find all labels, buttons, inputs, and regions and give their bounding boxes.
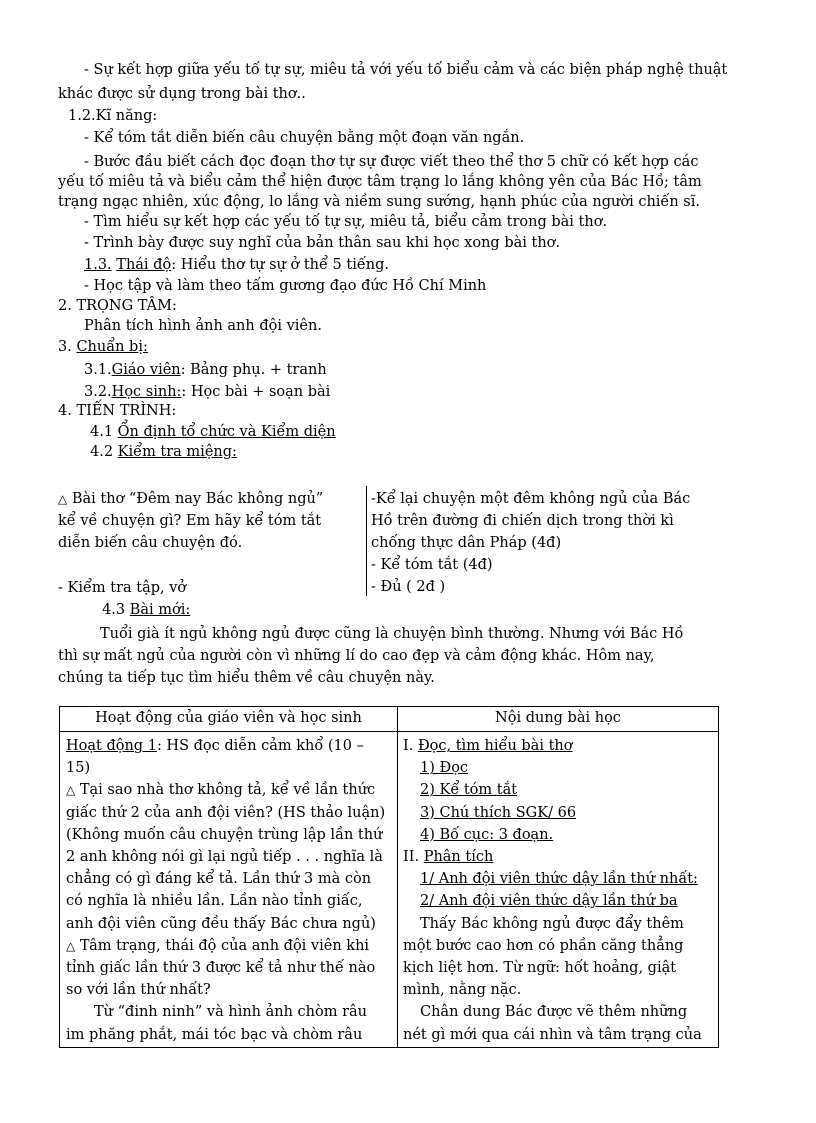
table-column-divider <box>397 707 398 1047</box>
skills-heading: 1.2.Kĩ năng: <box>68 108 158 124</box>
attitude-line <box>84 255 389 275</box>
activity-question <box>66 935 392 957</box>
prep-student-label: Học sinh: <box>111 384 182 400</box>
activity-line: Tâm trạng, thái độ của anh đội viên khi <box>79 937 370 954</box>
oral-question-l3: diễn biến câu chuyện đó. <box>58 535 243 551</box>
prep-student <box>84 382 330 402</box>
prep-teacher-num: 3.1. <box>84 362 112 378</box>
attitude-text: : Hiểu thơ tự sự ở thể 5 tiếng. <box>171 257 390 273</box>
process-4-1-num: 4.1 <box>90 424 114 440</box>
activity-line: tỉnh giấc lần thứ 3 được kể tả như thế nào <box>66 960 376 977</box>
activity-line: im phăng phắt, mái tóc bạc và chòm râu <box>66 1026 363 1043</box>
oral-answer-l4: - Kể tóm tắt (4đ) <box>371 557 493 573</box>
skill-item: - Trình bày được suy nghĩ của bản thân sau khi học xong bài thơ. <box>84 235 560 251</box>
attitude-item: - Học tập và làm theo tấm gương đạo đức Hồ Chí Minh <box>84 278 487 294</box>
prep-student-num: 3.2. <box>84 384 112 400</box>
content-heading: Phân tích <box>423 849 494 866</box>
prep-student-text: : Học bài + soạn bài <box>181 384 331 400</box>
content-subheading: 2/ Anh đội viên thức dậy lần thứ ba <box>420 893 678 910</box>
oral-check-divider <box>366 486 367 596</box>
prep-num: 3. <box>58 339 72 355</box>
content-item: 2) Kể tóm tắt <box>420 782 518 799</box>
activity-line: chẳng có gì đáng kể tả. Lần thứ 3 mà còn <box>66 871 372 888</box>
prep-teacher-label: Giáo viên <box>111 362 181 378</box>
content-section-1 <box>403 735 715 757</box>
lesson-table <box>59 706 719 1048</box>
content-heading: Đọc, tìm hiểu bài thơ <box>417 738 573 754</box>
activity-line: 2 anh không nói gì lại ngủ tiếp . . . nghĩa là <box>66 849 383 866</box>
oral-question-l2: kể về chuyện gì? Em hãy kể tóm tắt <box>58 513 322 529</box>
activity-text: : HS đọc diễn cảm khổ (10 – <box>156 738 364 754</box>
oral-question <box>58 488 358 554</box>
focus-text: Phân tích hình ảnh anh đội viên. <box>84 318 322 334</box>
process-heading: 4. TIẾN TRÌNH: <box>58 403 177 419</box>
activity-line: 15) <box>66 760 91 777</box>
content-line: kịch liệt hơn. Từ ngữ: hốt hoảng, giật <box>403 960 677 977</box>
oral-answer-l5: - Đủ ( 2đ ) <box>371 579 446 595</box>
skill-item: trạng ngạc nhiên, xúc động, lo lắng và niềm sung sướng, hạnh phúc của người chiến sĩ. <box>58 194 700 210</box>
process-4-1 <box>90 422 336 442</box>
prep-heading <box>58 337 148 357</box>
process-4-2-num: 4.2 <box>90 444 114 460</box>
oral-question-l1: Bài thơ “Đêm nay Bác không ngủ” <box>71 491 324 507</box>
oral-answer-l3: chống thực dân Pháp (4đ) <box>371 535 562 551</box>
objective-line: - Sự kết hợp giữa yếu tố tự sự, miêu tả với yếu tố biểu cảm và các biện pháp nghệ thuật <box>84 62 728 78</box>
new-lesson-heading <box>102 600 190 620</box>
new-lesson-num: 4.3 <box>102 602 126 618</box>
col2-header: Nội dung bài học <box>495 710 621 726</box>
content-line: mình, nằng nặc. <box>403 982 522 999</box>
process-4-1-label: Ổn định tổ chức và Kiểm diện <box>117 424 336 440</box>
content-prefix: I. <box>403 738 418 754</box>
new-lesson-paragraph: thì sự mất ngủ của người còn vì những lí do cao đẹp và cảm động khác. Hôm nay, <box>58 648 655 664</box>
new-lesson-paragraph: Tuổi già ít ngủ không ngủ được cũng là chuyện bình thường. Nhưng với Bác Hồ <box>100 626 684 642</box>
content-section-2 <box>403 846 715 868</box>
activity-question <box>66 779 392 801</box>
content-column <box>403 735 715 1046</box>
content-line: Thấy Bác không ngủ được đẩy thêm <box>420 915 684 932</box>
activity-line: Từ “đinh ninh” và hình ảnh chòm râu <box>94 1004 368 1021</box>
prep-teacher-text: : Bảng phụ. + tranh <box>180 362 327 378</box>
oral-answer-l1: -Kể lại chuyện một đêm không ngủ của Bác <box>371 491 691 507</box>
content-subheading: 1/ Anh đội viên thức dậy lần thứ nhất: <box>420 871 698 888</box>
process-4-2-label: Kiểm tra miệng: <box>117 444 237 460</box>
content-line: một bước cao hơn có phần căng thẳng <box>403 937 684 954</box>
triangle-icon: △ <box>66 783 76 798</box>
prep-label: Chuẩn bị: <box>76 339 148 355</box>
check-notebook: - Kiểm tra tập, vở <box>58 580 187 596</box>
attitude-num: 1.3. <box>84 257 112 273</box>
new-lesson-label: Bài mới: <box>129 602 191 618</box>
content-item: 4) Bố cục: 3 đoạn. <box>420 826 554 843</box>
prep-teacher <box>84 360 327 380</box>
skill-item: - Kể tóm tắt diễn biến câu chuyện bằng một đoạn văn ngắn. <box>84 130 525 146</box>
process-4-2 <box>90 442 237 462</box>
objective-line: khác được sử dụng trong bài thơ.. <box>58 86 306 102</box>
content-line: Chân dung Bác được vẽ thêm những <box>420 1004 688 1021</box>
new-lesson-paragraph: chúng ta tiếp tục tìm hiểu thêm về câu chuyện này. <box>58 670 435 686</box>
oral-answer-l2: Hồ trên đường đi chiến dịch trong thời kì <box>371 513 674 529</box>
triangle-icon: △ <box>66 938 76 953</box>
content-prefix: II. <box>403 849 424 866</box>
activity-line: (Không muốn câu chuyện trùng lập lần thứ <box>66 826 383 843</box>
skill-item: yếu tố miêu tả và biểu cảm thể hiện được tâm trạng lo lắng không yên của Bác Hồ; tâm <box>58 174 702 190</box>
activity-line: so với lần thứ nhất? <box>66 982 211 999</box>
skill-item: - Bước đầu biết cách đọc đoạn thơ tự sự được viết theo thể thơ 5 chữ có kết hợp các <box>84 154 699 170</box>
content-item: 1) Đọc <box>420 760 469 777</box>
col1-header: Hoạt động của giáo viên và học sinh <box>95 710 362 726</box>
activity-line: giấc thứ 2 của anh đội viên? (HS thảo luận) <box>66 804 386 821</box>
oral-answer <box>371 488 711 598</box>
focus-heading: 2. TRỌNG TÂM: <box>58 298 177 314</box>
activity-column <box>66 735 392 1046</box>
activity-title <box>66 735 392 757</box>
activity-label: Hoạt động 1 <box>66 738 157 754</box>
activity-line: anh đội viên cũng đều thấy Bác chưa ngủ) <box>66 915 376 932</box>
activity-line: có nghĩa là nhiều lần. Lần nào tỉnh giấc, <box>66 893 363 910</box>
attitude-label: Thái độ <box>116 257 172 273</box>
content-item: 3) Chú thích SGK/ 66 <box>420 804 577 821</box>
table-header-divider <box>60 731 718 732</box>
content-line: nét gì mới qua cái nhìn và tâm trạng của <box>403 1026 702 1043</box>
activity-line: Tại sao nhà thơ không tả, kể về lần thức <box>79 782 376 799</box>
skill-item: - Tìm hiểu sự kết hợp các yếu tố tự sự, miêu tả, biểu cảm trong bài thơ. <box>84 214 608 230</box>
triangle-icon: △ <box>58 492 68 506</box>
